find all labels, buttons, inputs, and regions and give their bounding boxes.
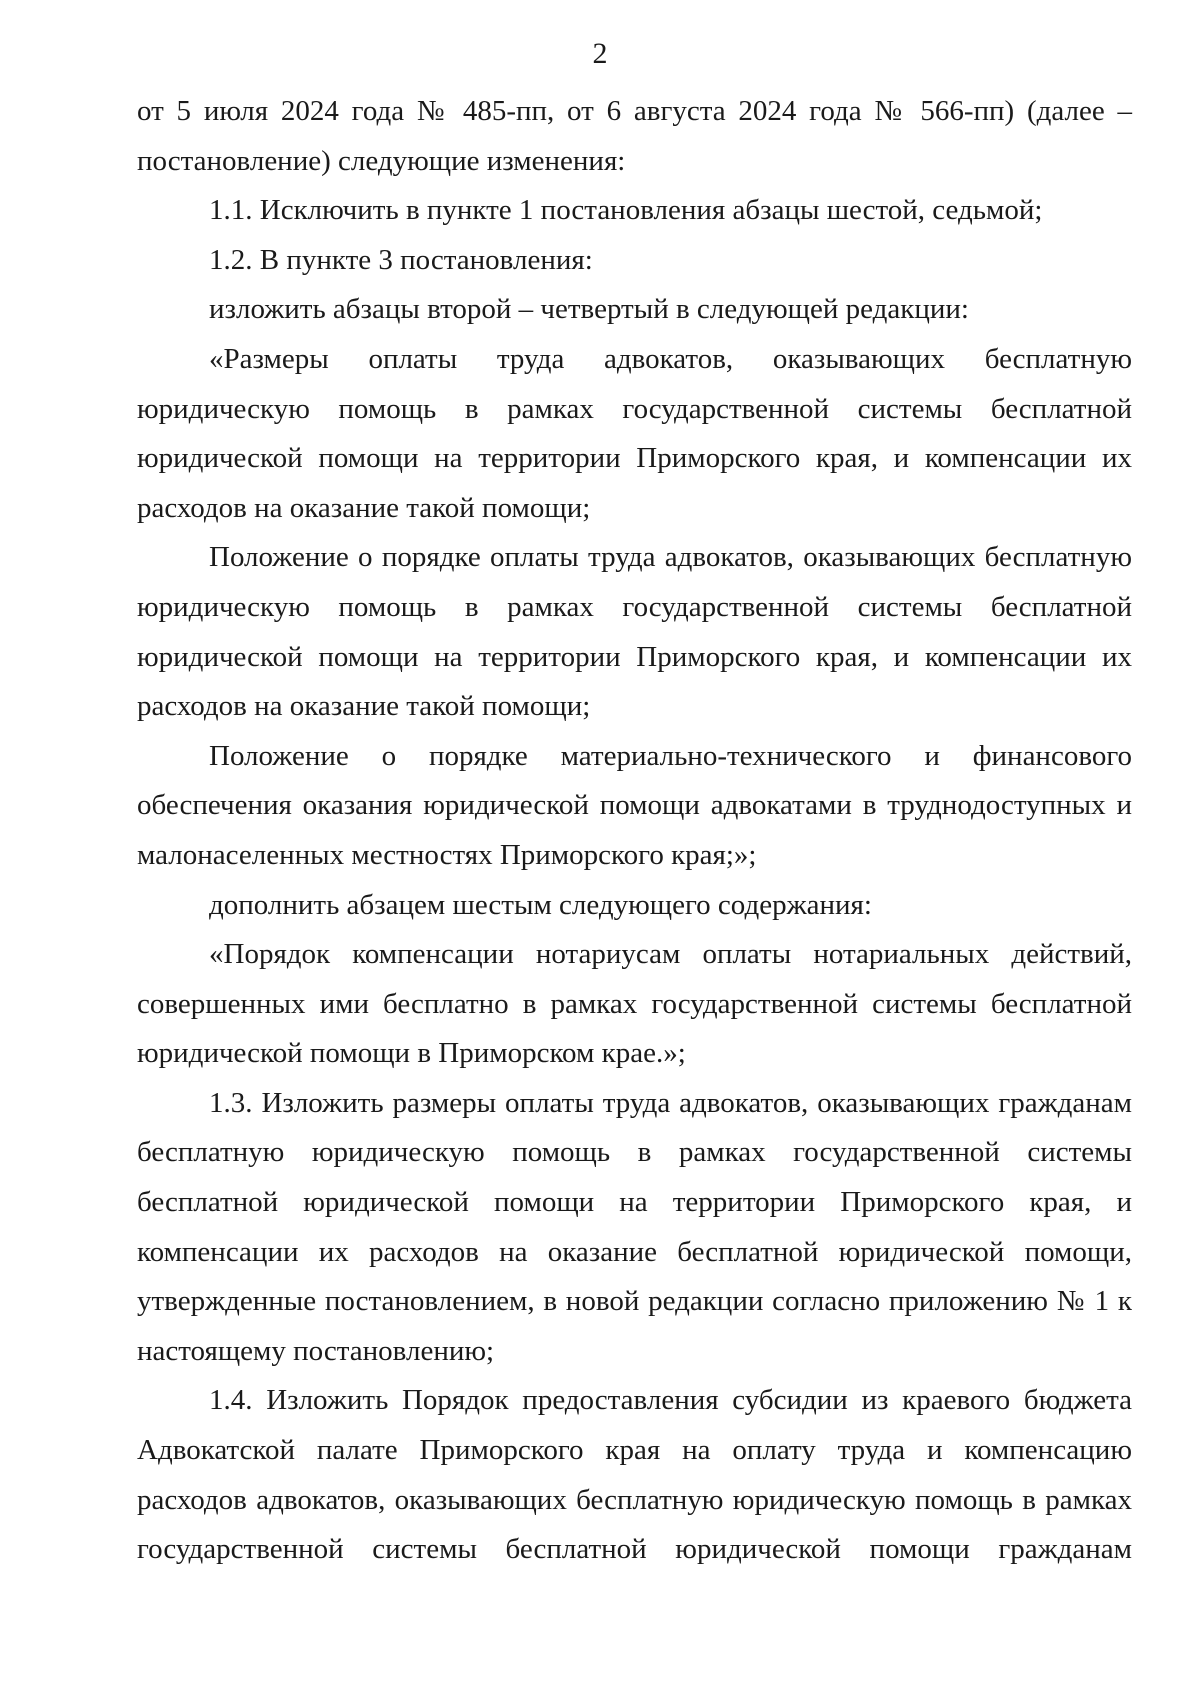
paragraph: 1.1. Исключить в пункте 1 постановления абзацы шестой, седьмой; bbox=[209, 194, 1043, 227]
page-number: 2 bbox=[592, 37, 608, 70]
paragraph: 1.2. В пункте 3 постановления: bbox=[209, 243, 593, 276]
paragraph: от 5 июля 2024 года № 485-пп, от 6 августа 2024 года № 566-пп) (далее – постановление) следующие изменения: bbox=[137, 95, 1132, 177]
paragraph: 1.4. Изложить Порядок предоставления субсидии из краевого бюджета Адвокатской палате Приморского края на оплату труда и компенсацию расходов адвокатов, оказывающих бесплатную юридическую помощь в рамках государственной системы бесплатной юридической помощи гражданам bbox=[137, 1384, 1132, 1566]
paragraph: «Порядок компенсации нотариусам оплаты нотариальных действий, совершенных ими бесплатно в рамках государственной системы бесплатной юридической помощи в Приморском крае.»; bbox=[137, 938, 1132, 1070]
paragraph: «Размеры оплаты труда адвокатов, оказывающих бесплатную юридическую помощь в рамках государственной системы бесплатной юридической помощи на территории Приморского края, и компенсации их расходов на оказание такой помощи; bbox=[137, 342, 1132, 524]
paragraph: Положение о порядке материально-технического и финансового обеспечения оказания юридической помощи адвокатами в труднодоступных и малонаселенных местностях Приморского края;»; bbox=[137, 739, 1132, 871]
document-body bbox=[137, 87, 1132, 1575]
paragraph: 1.3. Изложить размеры оплаты труда адвокатов, оказывающих гражданам бесплатную юридическую помощь в рамках государственной системы бесплатной юридической помощи на территории Приморского края, и компенсации их расходов на оказание бесплатной юридической помощи, утвержденные постановлением, в новой редакции согласно приложению № 1 к настоящему постановлению; bbox=[137, 1086, 1132, 1367]
paragraph: Положение о порядке оплаты труда адвокатов, оказывающих бесплатную юридическую помощь в рамках государственной системы бесплатной юридической помощи на территории Приморского края, и компенсации их расходов на оказание такой помощи; bbox=[137, 541, 1132, 723]
paragraph: дополнить абзацем шестым следующего содержания: bbox=[209, 888, 872, 921]
paragraph: изложить абзацы второй – четвертый в следующей редакции: bbox=[209, 293, 969, 326]
